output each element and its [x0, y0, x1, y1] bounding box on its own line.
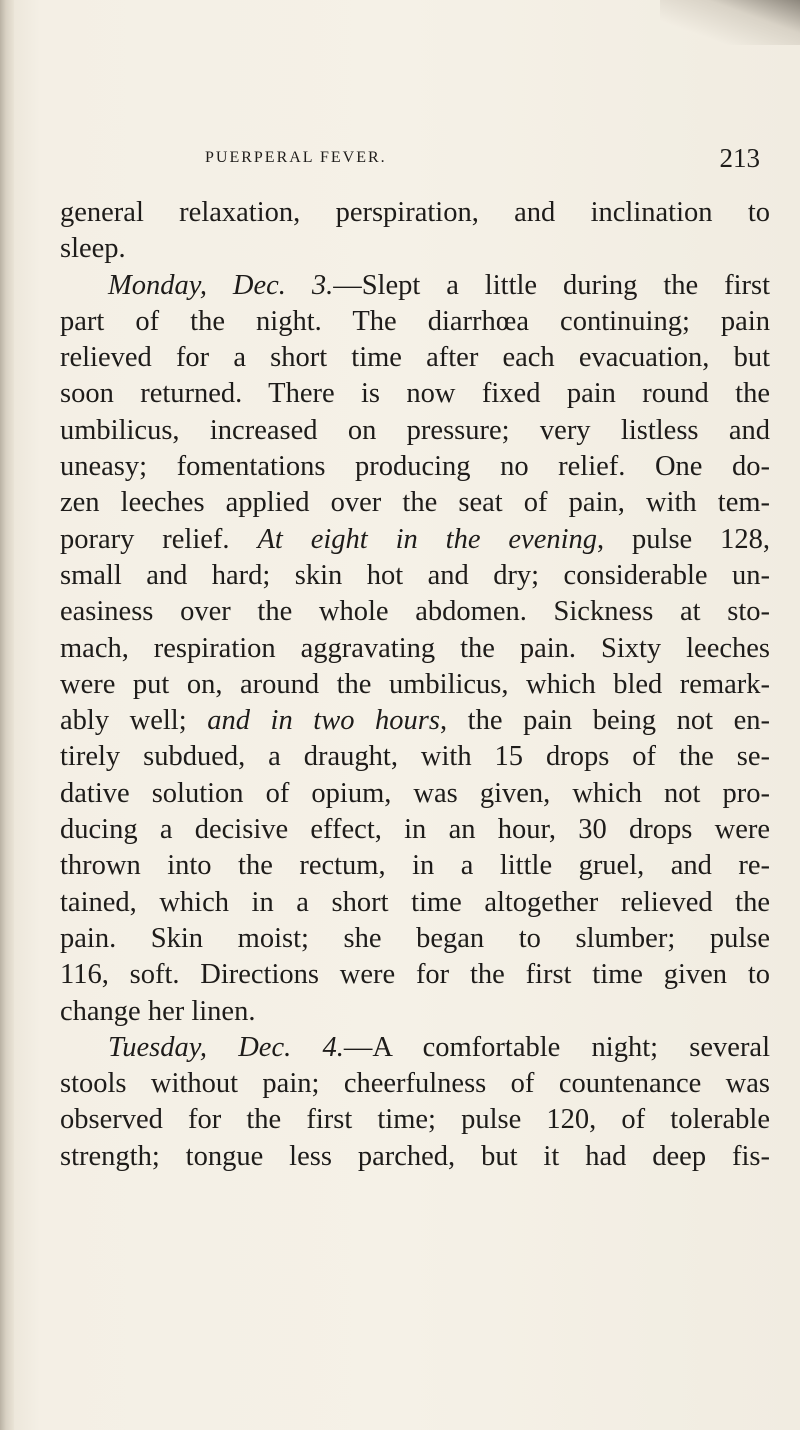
text-line [60, 994, 770, 1030]
italic-text: Monday, Dec. 3. [108, 269, 334, 301]
text-line [60, 522, 770, 558]
italic-text: and in two hours [207, 705, 440, 737]
text-segment: ducing a decisive effect, in an hour, 30 drops were [60, 814, 770, 846]
text-segment: stools without pain; cheerfulness of countenance was [60, 1068, 770, 1100]
text-line [60, 885, 770, 921]
text-segment: tained, which in a short time altogether relieved the [60, 886, 770, 918]
text-line [60, 1066, 770, 1102]
text-segment: ably well; [60, 705, 208, 737]
text-segment: 116, soft. Directions were for the first time given to [60, 959, 770, 991]
text-segment: , the pain being not en- [439, 705, 771, 737]
text-segment: —Slept a little during the first [333, 269, 770, 301]
text-line [60, 776, 770, 812]
italic-text: Tuesday, Dec. 4. [108, 1031, 344, 1063]
text-segment: strength; tongue less parched, but it had deep fis- [60, 1140, 770, 1172]
text-line [60, 812, 770, 848]
text-line [60, 957, 770, 993]
text-line [60, 594, 770, 630]
italic-text: At eight in the evening [257, 523, 598, 555]
text-segment: soon returned. There is now fixed pain round the [60, 378, 770, 410]
text-segment: thrown into the rectum, in a little gruel, and re- [60, 850, 770, 882]
text-line [60, 848, 770, 884]
text-line [60, 340, 770, 376]
text-line [60, 921, 770, 957]
page-corner-shadow [660, 0, 800, 45]
text-line [60, 195, 770, 231]
text-segment: porary relief. [60, 523, 258, 555]
text-segment: tirely subdued, a draught, with 15 drops of the se- [60, 741, 770, 773]
text-segment: —A comfortable night; several [343, 1031, 770, 1063]
text-segment: easiness over the whole abdomen. Sickness at sto- [60, 596, 770, 628]
text-line [60, 449, 770, 485]
text-line [60, 739, 770, 775]
page-header [205, 143, 760, 186]
text-line [60, 667, 770, 703]
text-segment: part of the night. The diarrhœa continuing; pain [60, 305, 770, 337]
text-segment: zen leeches applied over the seat of pain, with tem- [60, 487, 770, 519]
page-gutter [0, 0, 14, 1430]
text-segment: pain. Skin moist; she began to slumber; pulse [60, 922, 770, 954]
text-line [60, 1139, 770, 1175]
text-line [60, 376, 770, 412]
text-segment: mach, respiration aggravating the pain. Sixty leeches [60, 632, 770, 664]
running-head: PUERPERAL FEVER. [205, 149, 387, 166]
text-line [60, 1102, 770, 1138]
text-line [60, 268, 770, 304]
text-segment: umbilicus, increased on pressure; very listless and [60, 414, 770, 446]
text-line [60, 1030, 770, 1066]
text-segment: were put on, around the umbilicus, which bled remark- [60, 668, 770, 700]
text-line [60, 413, 770, 449]
text-segment: uneasy; fomentations producing no relief. One do- [60, 451, 770, 483]
text-segment: observed for the first time; pulse 120, of tolerable [60, 1104, 770, 1136]
text-segment: dative solution of opium, was given, which not pro- [60, 777, 770, 809]
text-segment: sleep. [60, 233, 126, 265]
body-text [60, 195, 770, 1175]
text-segment: small and hard; skin hot and dry; considerable un- [60, 559, 770, 591]
text-segment: change her linen. [60, 995, 256, 1027]
text-line [60, 703, 770, 739]
text-line [60, 631, 770, 667]
text-segment: , pulse 128, [597, 523, 770, 555]
text-line [60, 231, 770, 267]
text-line [60, 485, 770, 521]
text-line [60, 558, 770, 594]
text-segment: relieved for a short time after each evacuation, but [60, 342, 770, 374]
page-number: 213 [719, 143, 760, 173]
text-line [60, 304, 770, 340]
text-segment: general relaxation, perspiration, and inclination to [60, 197, 770, 228]
